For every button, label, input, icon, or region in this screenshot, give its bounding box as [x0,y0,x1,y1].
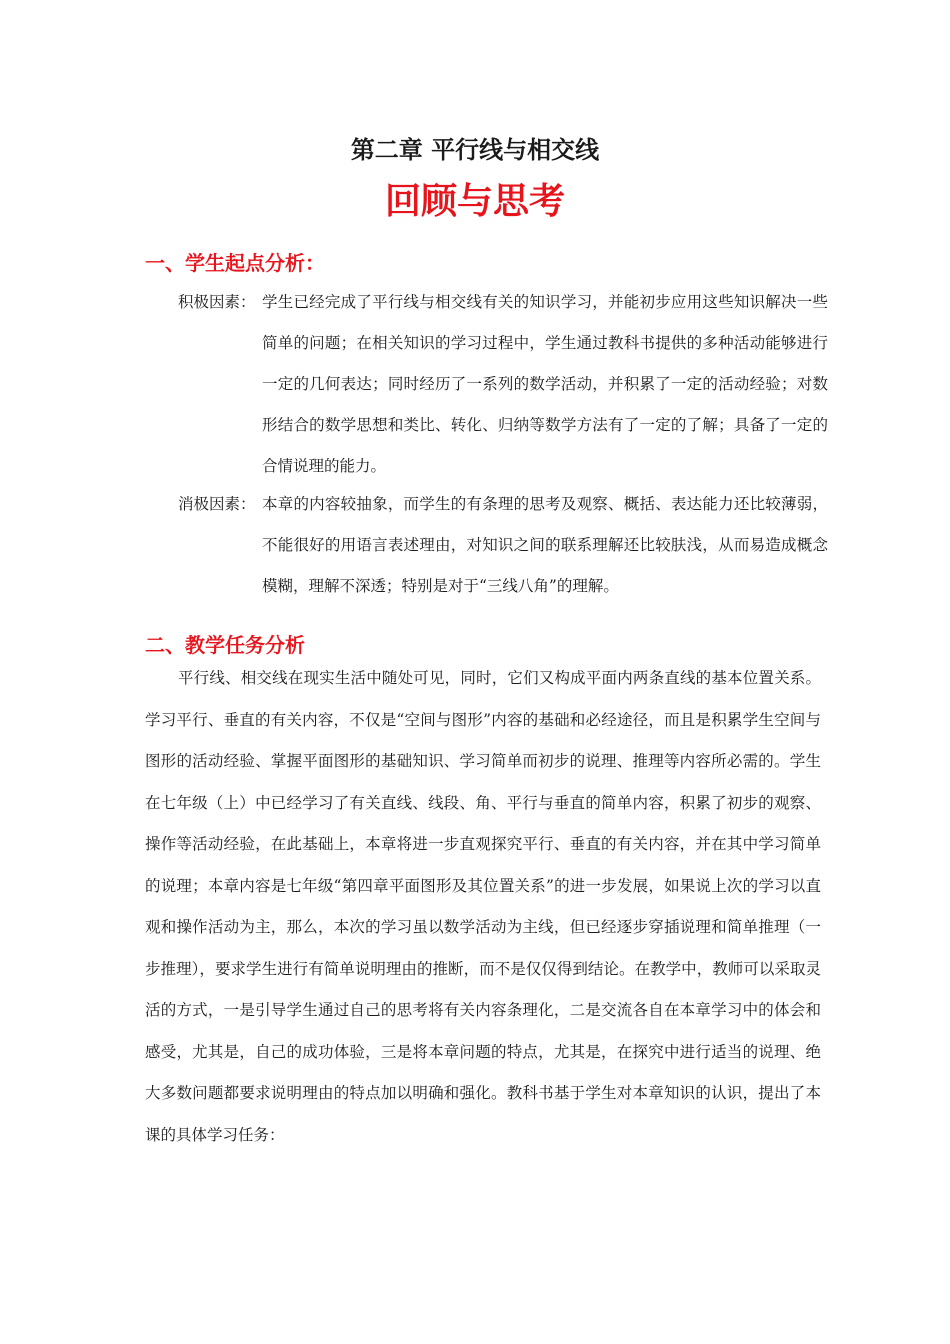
negative-factors-block [178,484,828,607]
section-heading-student-analysis: 一、学生起点分析： [145,251,325,275]
positive-factors-text: 学生已经完成了平行线与相交线有关的知识学习，并能初步应用这些知识解决一些简单的问题；在相关知识的学习过程中，学生通过教科书提供的多种活动能够进行一定的几何表达；同时经历了一系列的数学活动，并积累了一定的活动经验；对数形结合的数学思想和类比、转化、归纳等数学方法有了一定的了解；具备了一定的合情说理的能力。 [262,293,828,475]
task-analysis-paragraph: 平行线、相交线在现实生活中随处可见，同时，它们又构成平面内两条直线的基本位置关系。学习平行、垂直的有关内容，不仅是“空间与图形”内容的基础和必经途径，而且是积累学生空间与图形的活动经验、掌握平面图形的基础知识、学习简单而初步的说理、推理等内容所必需的。学生在七年级（上）中已经学习了有关直线、线段、角、平行与垂直的简单内容，积累了初步的观察、操作等活动经验，在此基础上，本章将进一步直观探究平行、垂直的有关内容，并在其中学习简单的说理；本章内容是七年级“第四章平面图形及其位置关系”的进一步发展，如果说上次的学习以直观和操作活动为主，那么，本次的学习虽以数学活动为主线，但已经逐步穿插说理和简单推理（一步推理），要求学生进行有简单说明理由的推断，而不是仅仅得到结论。在教学中，教师可以采取灵活的方式，一是引导学生通过自己的思考将有关内容条理化，二是交流各自在本章学习中的体会和感受，尤其是，自己的成功体验，三是将本章问题的特点，尤其是，在探究中进行适当的说理、绝大多数问题都要求说明理由的特点加以明确和强化。教科书基于学生对本章知识的认识，提出了本课的具体学习任务： [145,669,821,1144]
chapter-title: 第二章 平行线与相交线 [350,135,600,164]
main-title: 回顾与思考 [384,180,565,222]
negative-factors-text: 本章的内容较抽象，而学生的有条理的思考及观察、概括、表达能力还比较薄弱，不能很好的用语言表述理由，对知识之间的联系理解还比较肤浅，从而易造成概念模糊，理解不深透；特别是对于“三线八角”的理解。 [262,495,828,595]
positive-factors-block [178,282,828,487]
section-heading-task-analysis: 二、教学任务分析 [145,633,305,657]
negative-factors-label: 消极因素： [178,495,256,513]
positive-factors-label: 积极因素： [178,293,256,311]
